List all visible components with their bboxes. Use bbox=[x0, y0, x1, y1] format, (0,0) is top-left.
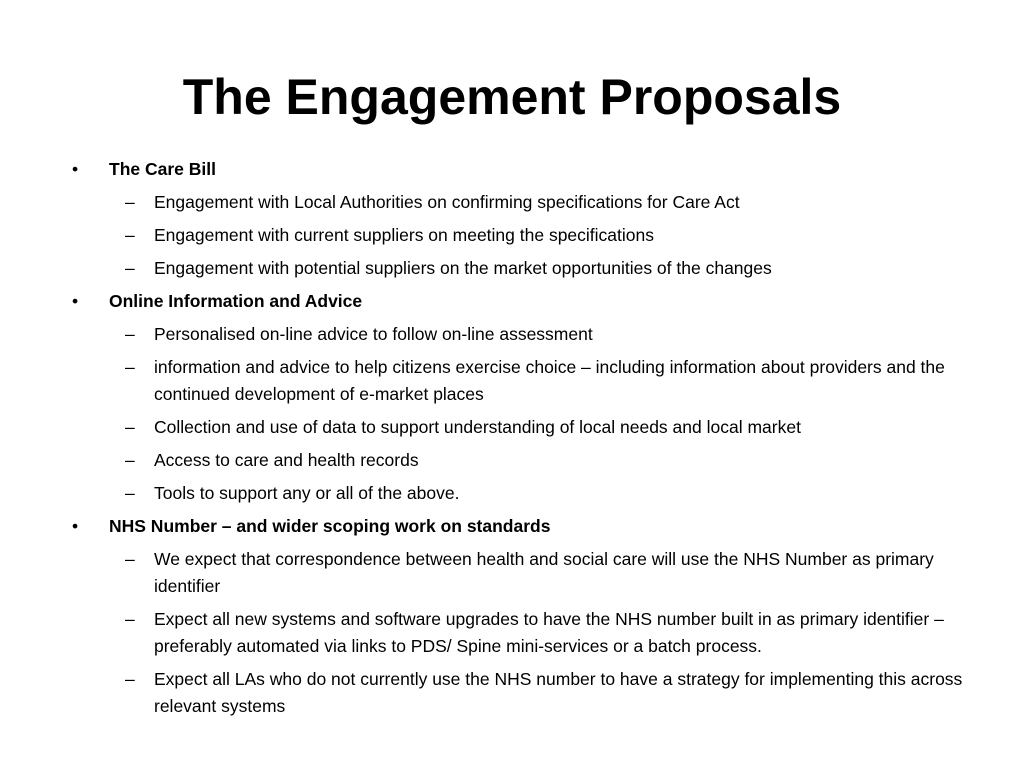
list-item bbox=[72, 354, 982, 408]
dash-icon: – bbox=[125, 417, 135, 437]
list-item bbox=[72, 546, 982, 600]
dash-icon: – bbox=[125, 192, 135, 212]
list-item bbox=[72, 189, 982, 216]
dash-icon: – bbox=[125, 669, 135, 689]
section-heading-label: The Care Bill bbox=[109, 159, 216, 179]
list-item bbox=[72, 480, 982, 507]
bullet-icon: • bbox=[72, 516, 79, 536]
dash-icon: – bbox=[125, 549, 135, 569]
list-item bbox=[72, 666, 982, 720]
section-heading-label: Online Information and Advice bbox=[109, 291, 363, 311]
list-item bbox=[72, 255, 982, 282]
dash-icon: – bbox=[125, 483, 135, 503]
dash-icon: – bbox=[125, 258, 135, 278]
bullet-icon: • bbox=[72, 159, 79, 179]
list-item bbox=[72, 606, 982, 660]
section-heading-nhs-number bbox=[72, 513, 982, 540]
dash-icon: – bbox=[125, 609, 135, 629]
slide-title: The Engagement Proposals bbox=[182, 69, 842, 125]
section-heading-label: NHS Number – and wider scoping work on standards bbox=[109, 516, 551, 536]
list-item-text: Access to care and health records bbox=[154, 450, 419, 470]
list-item-text: Personalised on-line advice to follow on-line assessment bbox=[154, 324, 593, 344]
list-item-text: Tools to support any or all of the above. bbox=[154, 483, 460, 503]
list-item bbox=[72, 447, 982, 474]
dash-icon: – bbox=[125, 225, 135, 245]
slide-content bbox=[72, 156, 982, 720]
section-heading-online-information bbox=[72, 288, 982, 315]
list-item bbox=[72, 414, 982, 441]
list-item bbox=[72, 321, 982, 348]
list-item-text: Engagement with potential suppliers on the market opportunities of the changes bbox=[154, 258, 772, 278]
list-item-text: information and advice to help citizens exercise choice – including information about providers and the continued development of e-market places bbox=[154, 357, 945, 404]
dash-icon: – bbox=[125, 450, 135, 470]
section-heading-care-bill bbox=[72, 156, 982, 183]
bullet-icon: • bbox=[72, 291, 79, 311]
list-item-text: We expect that correspondence between health and social care will use the NHS Number as primary identifier bbox=[154, 549, 934, 596]
list-item-text: Expect all new systems and software upgrades to have the NHS number built in as primary identifier – preferably automated via links to PDS/ Spine mini-services or a batch process. bbox=[154, 609, 944, 656]
list-item bbox=[72, 222, 982, 249]
list-item-text: Engagement with Local Authorities on confirming specifications for Care Act bbox=[154, 192, 740, 212]
list-item-text: Expect all LAs who do not currently use the NHS number to have a strategy for implementing this across relevant systems bbox=[154, 669, 963, 716]
dash-icon: – bbox=[125, 324, 135, 344]
dash-icon: – bbox=[125, 357, 135, 377]
list-item-text: Collection and use of data to support understanding of local needs and local market bbox=[154, 417, 801, 437]
list-item-text: Engagement with current suppliers on meeting the specifications bbox=[154, 225, 654, 245]
